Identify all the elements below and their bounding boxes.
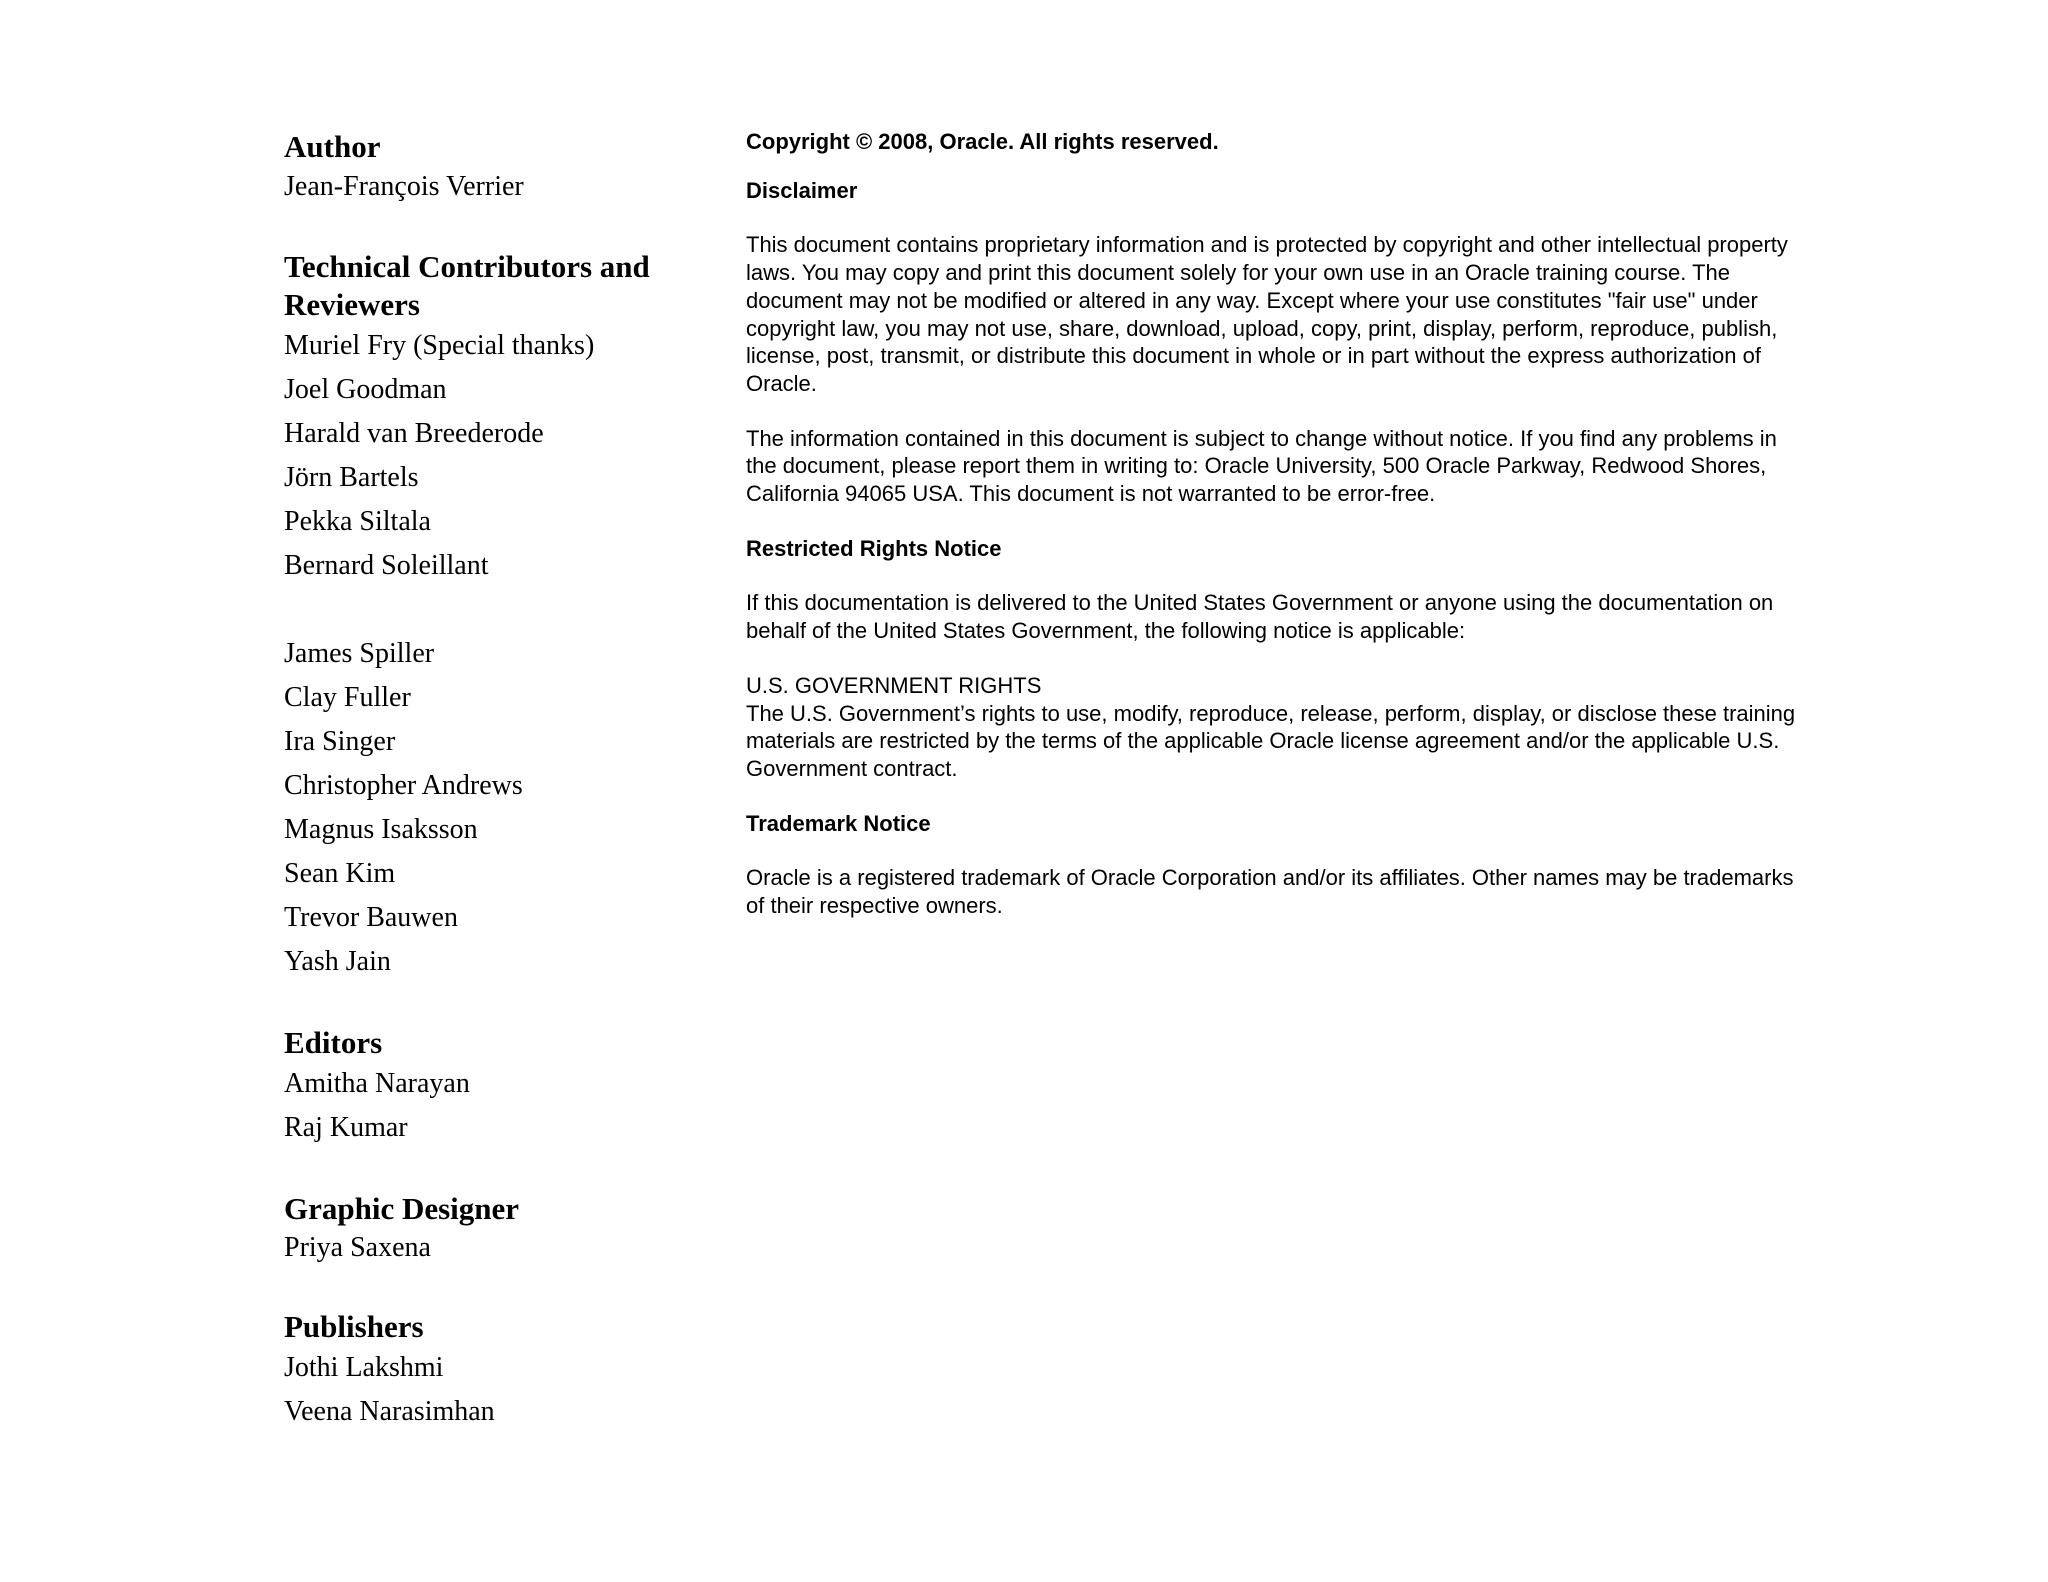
gov-rights-title: U.S. GOVERNMENT RIGHTS <box>746 672 1042 698</box>
author-name: Jean-François Verrier <box>284 171 524 202</box>
contributor-name: Jörn Bartels <box>284 462 419 493</box>
restricted-rights-paragraph: If this documentation is delivered to the United States Government or anyone using the documentation on behalf of the United States Government, the following notice is applicable: <box>746 590 1774 644</box>
gov-rights-paragraph: The U.S. Government’s rights to use, modify, reproduce, release, perform, display, or disclose these training materials are restricted by the terms of the applicable Oracle license agreement and/or the applicable U.S. Government contract. <box>746 700 1796 781</box>
contributors-section <box>284 248 704 984</box>
graphic-designer-list <box>284 1228 704 1268</box>
editor-name: Raj Kumar <box>284 1112 408 1143</box>
trademark-title: Trademark Notice <box>746 810 931 836</box>
contributor-name: Sean Kim <box>284 858 396 889</box>
contributor-name: Bernard Soleillant <box>284 550 489 581</box>
graphic-designer-section <box>284 1190 704 1268</box>
editor-name: Amitha Narayan <box>284 1068 470 1099</box>
contributors-heading-line1: Technical Contributors and <box>284 249 650 284</box>
editors-heading: Editors <box>284 1025 383 1060</box>
editors-list <box>284 1062 704 1150</box>
editors-section <box>284 1024 704 1150</box>
contributors-list-2 <box>284 632 704 984</box>
author-list <box>284 166 704 208</box>
contributor-name: Pekka Siltala <box>284 506 431 537</box>
contributor-name: James Spiller <box>284 638 435 669</box>
publisher-name: Jothi Lakshmi <box>284 1352 444 1383</box>
contributors-heading-line2: Reviewers <box>284 287 420 322</box>
author-section <box>284 128 704 208</box>
contributor-name: Joel Goodman <box>284 374 447 405</box>
disclaimer-title: Disclaimer <box>746 177 858 203</box>
contributor-name: Yash Jain <box>284 946 391 977</box>
contributor-name: Christopher Andrews <box>284 770 523 801</box>
contributors-list-1 <box>284 324 704 588</box>
graphic-designer-heading: Graphic Designer <box>284 1191 520 1226</box>
contributor-name: Trevor Bauwen <box>284 902 458 933</box>
publisher-name: Veena Narasimhan <box>284 1396 495 1427</box>
contributor-name: Muriel Fry (Special thanks) <box>284 330 595 361</box>
publishers-heading: Publishers <box>284 1309 424 1344</box>
contributor-name: Harald van Breederode <box>284 418 544 449</box>
contributor-name: Ira Singer <box>284 726 396 757</box>
contributors-heading <box>284 248 704 324</box>
publishers-list <box>284 1346 704 1434</box>
disclaimer-paragraph: This document contains proprietary information and is protected by copyright and other intellectual property laws. You may copy and print this document solely for your own use in an Oracle training course. The document may not be modified or altered in any way. Except where your use constitutes "fair use" under copyright law, you may not use, share, download, upload, copy, print, display, perform, reproduce, publish, license, post, transmit, or distribute this document in whole or in part without the express authorization of Oracle. <box>746 232 1788 396</box>
copyright-notice: Copyright © 2008, Oracle. All rights reserved. <box>746 129 1219 154</box>
credits-column <box>284 128 704 1434</box>
restricted-rights-title: Restricted Rights Notice <box>746 535 1002 561</box>
graphic-designer-name: Priya Saxena <box>284 1232 431 1263</box>
legal-column <box>746 128 1806 920</box>
disclaimer-paragraph: The information contained in this document is subject to change without notice. If you find any problems in the document, please report them in writing to: Oracle University, 500 Oracle Parkway, Redwood Shores, California 94065 USA. This document is not warranted to be error-free. <box>746 425 1777 507</box>
contributor-name: Clay Fuller <box>284 682 411 713</box>
contributor-name: Magnus Isaksson <box>284 814 478 845</box>
trademark-paragraph: Oracle is a registered trademark of Oracle Corporation and/or its affiliates. Other names may be trademarks of their respective owners. <box>746 865 1794 919</box>
author-heading: Author <box>284 129 381 164</box>
publishers-section <box>284 1308 704 1434</box>
